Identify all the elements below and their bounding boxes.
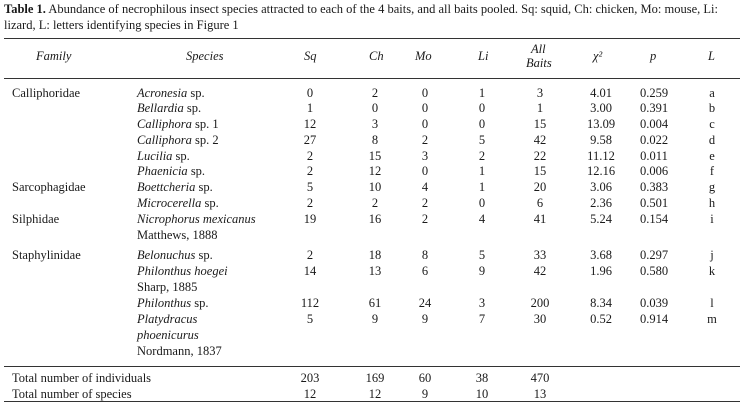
value-sq: 5 (306, 180, 314, 194)
value-mo: 3 (421, 149, 429, 163)
value-mo: 8 (421, 248, 429, 262)
header-li: Li (478, 49, 489, 63)
value-mo: 4 (421, 180, 429, 194)
species-suffix: sp. (201, 196, 219, 210)
value-l: h (708, 196, 716, 210)
value-p: 0.259 (639, 86, 669, 100)
value-p: 0.039 (639, 296, 669, 310)
value-ch: 15 (368, 149, 382, 163)
header-ch: Ch (369, 49, 384, 63)
value-li: 1 (478, 180, 486, 194)
value-li: 9 (478, 264, 486, 278)
value-li: 4 (478, 212, 486, 226)
value-l: c (709, 117, 715, 131)
value-li: 0 (478, 196, 486, 210)
value-chi: 11.12 (587, 149, 615, 163)
species-cell (137, 196, 219, 211)
species-cell (137, 133, 219, 148)
value-ch: 61 (368, 296, 382, 310)
value-all: 42 (533, 264, 547, 278)
value-l: i (710, 212, 714, 226)
value-all: 3 (536, 86, 544, 100)
species-genus: Bellardia (137, 101, 184, 115)
value-mo: 2 (421, 196, 429, 210)
value-chi: 3.68 (590, 248, 612, 262)
header-species: Species (186, 49, 224, 63)
value-mo: 24 (418, 296, 432, 310)
value-l: f (709, 164, 715, 178)
species-authority: phoenicurus (137, 328, 199, 342)
value-chi: 13.09 (586, 117, 616, 131)
value-mo: 2 (421, 133, 429, 147)
species-suffix: sp. (195, 180, 213, 194)
species-suffix: sp. (195, 248, 213, 262)
species-genus: Calliphora (137, 133, 192, 147)
value-l: m (707, 312, 717, 326)
header-p: p (650, 49, 657, 63)
species-cell (137, 296, 209, 311)
value-p: 0.297 (639, 248, 669, 262)
value-sq: 1 (306, 101, 314, 115)
value-mo: 0 (421, 101, 429, 115)
total-mo: 9 (421, 387, 429, 401)
value-mo: 2 (421, 212, 429, 226)
species-cell (137, 117, 219, 132)
value-ch: 8 (371, 133, 379, 147)
species-genus: Phaenicia (137, 164, 188, 178)
value-chi: 12.16 (586, 164, 616, 178)
value-chi: 1.96 (590, 264, 612, 278)
value-l: e (709, 149, 715, 163)
value-all: 15 (533, 164, 547, 178)
value-ch: 2 (371, 196, 379, 210)
species-genus: Lucilia (137, 149, 173, 163)
header-mo: Mo (415, 49, 432, 63)
species-suffix: sp. (172, 149, 190, 163)
value-ch: 0 (371, 101, 379, 115)
species-cell (137, 86, 205, 101)
value-sq: 112 (300, 296, 320, 310)
value-p: 0.011 (640, 149, 668, 163)
value-ch: 13 (368, 264, 382, 278)
total-ch: 12 (368, 387, 382, 401)
value-ch: 12 (368, 164, 382, 178)
value-chi: 5.24 (590, 212, 612, 226)
value-sq: 2 (306, 164, 314, 178)
species-cell (137, 248, 213, 263)
value-all: 42 (533, 133, 547, 147)
value-mo: 0 (421, 164, 429, 178)
family-cell: Sarcophagidae (12, 180, 86, 194)
value-ch: 16 (368, 212, 382, 226)
species-genus: Philonthus hoegei (137, 264, 228, 278)
value-all: 200 (530, 296, 550, 310)
header-baits: Baits (526, 56, 552, 70)
species-genus: Belonuchus (137, 248, 196, 262)
value-l: l (710, 296, 714, 310)
species-genus: Acronesia (137, 86, 188, 100)
value-all: 6 (536, 196, 544, 210)
header-sq: Sq (304, 49, 317, 63)
species-genus: Microcerella (137, 196, 202, 210)
species-suffix: sp. (191, 296, 209, 310)
species-suffix: sp. (183, 101, 202, 115)
value-l: g (708, 180, 716, 194)
value-l: j (710, 248, 714, 262)
value-ch: 10 (368, 180, 382, 194)
header-l: L (708, 49, 715, 63)
species-authority: Matthews, 1888 (137, 228, 218, 242)
value-p: 0.022 (639, 133, 669, 147)
value-chi: 8.34 (590, 296, 612, 310)
value-p: 0.004 (639, 117, 669, 131)
value-all: 22 (533, 149, 547, 163)
species-genus: Calliphora (137, 117, 192, 131)
value-sq: 2 (306, 248, 314, 262)
species-cell (137, 164, 205, 179)
value-li: 0 (478, 117, 486, 131)
value-sq: 0 (306, 86, 314, 100)
value-ch: 3 (371, 117, 379, 131)
value-sq: 2 (306, 196, 314, 210)
total-sq: 203 (300, 371, 320, 385)
caption-text: Abundance of necrophilous insect species attracted to each of the 4 baits, and all baits pooled. Sq: squid, Ch: chicken, Mo: mouse, Li: lizard, L: letters identifying species in Figure 1 (4, 2, 718, 32)
value-p: 0.580 (639, 264, 669, 278)
value-mo: 0 (421, 86, 429, 100)
value-mo: 0 (421, 117, 429, 131)
value-all: 41 (533, 212, 547, 226)
value-sq: 5 (306, 312, 314, 326)
value-sq: 2 (306, 149, 314, 163)
species-cell (137, 101, 201, 116)
value-li: 2 (478, 149, 486, 163)
value-li: 1 (478, 86, 486, 100)
value-all: 30 (533, 312, 547, 326)
value-sq: 14 (303, 264, 317, 278)
total-li: 10 (475, 387, 489, 401)
table-caption (4, 1, 742, 33)
total-all: 470 (530, 371, 550, 385)
value-p: 0.501 (639, 196, 669, 210)
species-cell (137, 149, 190, 164)
value-l: a (709, 86, 715, 100)
value-li: 0 (478, 101, 486, 115)
value-all: 1 (536, 101, 544, 115)
value-chi: 2.36 (590, 196, 612, 210)
value-ch: 2 (371, 86, 379, 100)
value-p: 0.006 (639, 164, 669, 178)
species-suffix: sp. 2 (191, 133, 219, 147)
value-sq: 19 (303, 212, 317, 226)
totals-label: Total number of individuals (12, 371, 152, 385)
species-cell (137, 312, 197, 327)
value-sq: 12 (303, 117, 317, 131)
species-suffix: sp. (187, 164, 206, 178)
value-li: 5 (478, 133, 486, 147)
totals-rule (4, 366, 740, 367)
value-l: k (708, 264, 716, 278)
value-ch: 18 (368, 248, 382, 262)
value-chi: 4.01 (590, 86, 612, 100)
value-sq: 27 (303, 133, 317, 147)
value-mo: 6 (421, 264, 429, 278)
value-mo: 9 (421, 312, 429, 326)
value-li: 7 (478, 312, 486, 326)
total-all: 13 (533, 387, 547, 401)
family-cell: Staphylinidae (12, 248, 81, 262)
species-authority: Nordmann, 1837 (137, 344, 222, 358)
species-authority: Sharp, 1885 (137, 280, 198, 294)
value-chi: 9.58 (590, 133, 612, 147)
value-p: 0.914 (639, 312, 669, 326)
header-all: All (531, 42, 546, 56)
species-suffix: sp. 1 (191, 117, 219, 131)
value-l: b (708, 101, 716, 115)
value-all: 15 (533, 117, 547, 131)
value-chi: 3.00 (590, 101, 612, 115)
family-cell: Calliphoridae (12, 86, 81, 100)
totals-label: Total number of species (12, 387, 132, 401)
value-p: 0.154 (639, 212, 669, 226)
species-cell (137, 264, 228, 279)
header-chi-square: χ² (593, 49, 603, 63)
table-label: Table 1. (4, 2, 46, 16)
species-genus: Boettcheria (137, 180, 196, 194)
value-li: 5 (478, 248, 486, 262)
value-all: 20 (533, 180, 547, 194)
value-p: 0.383 (639, 180, 669, 194)
header-rule (4, 78, 740, 79)
family-cell: Silphidae (12, 212, 60, 226)
header-family: Family (36, 49, 72, 63)
species-cell (137, 180, 213, 195)
total-mo: 60 (418, 371, 432, 385)
species-cell (137, 212, 256, 227)
species-suffix: sp. (187, 86, 205, 100)
species-genus: Philonthus (137, 296, 192, 310)
value-p: 0.391 (639, 101, 669, 115)
value-all: 33 (533, 248, 547, 262)
species-genus: Nicrophorus mexicanus (137, 212, 256, 226)
value-li: 3 (478, 296, 486, 310)
value-chi: 3.06 (590, 180, 612, 194)
value-l: d (708, 133, 716, 147)
species-genus: Platydracus (137, 312, 198, 326)
value-chi: 0.52 (590, 312, 612, 326)
total-ch: 169 (365, 371, 385, 385)
value-li: 1 (478, 164, 486, 178)
total-li: 38 (475, 371, 489, 385)
total-sq: 12 (303, 387, 317, 401)
value-ch: 9 (371, 312, 379, 326)
top-rule (4, 38, 740, 39)
